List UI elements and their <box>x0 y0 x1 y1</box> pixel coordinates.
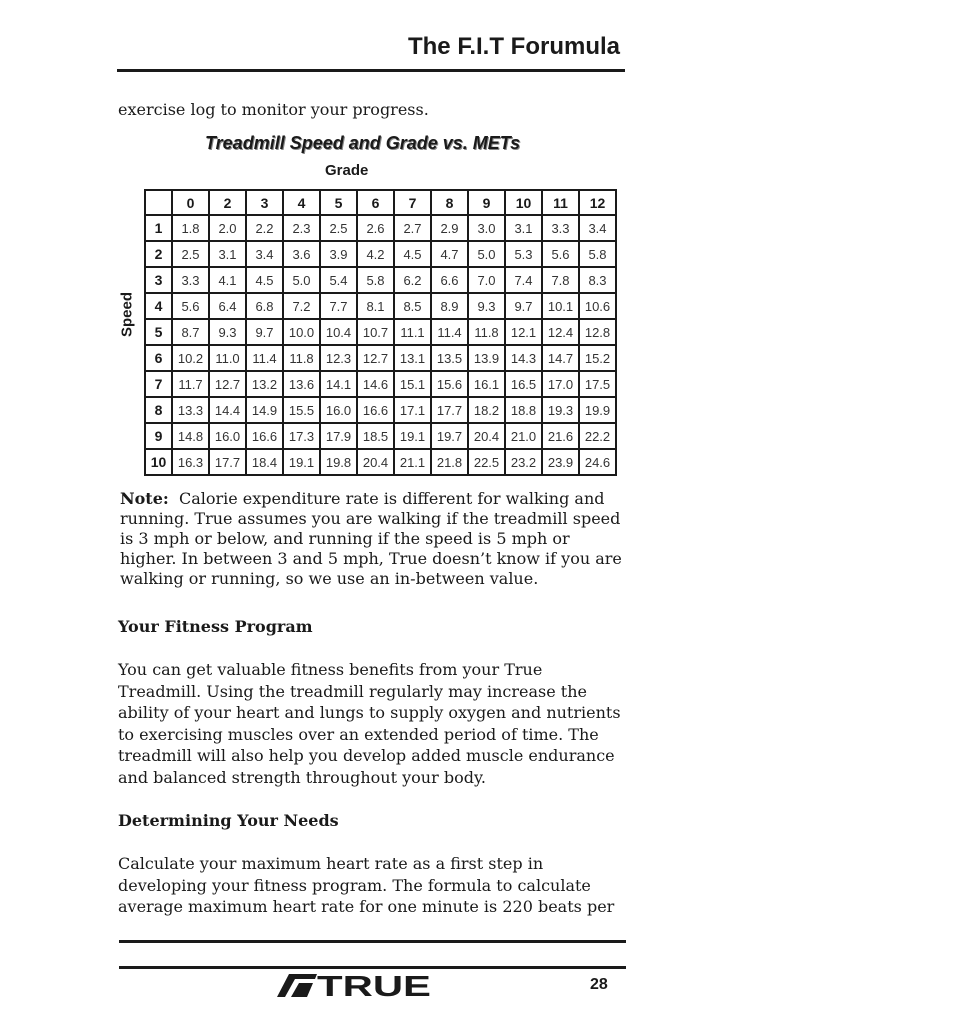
met-value-cell: 8.9 <box>431 293 468 319</box>
met-value-cell: 11.4 <box>431 319 468 345</box>
met-value-cell: 14.4 <box>209 397 246 423</box>
met-value-cell: 3.0 <box>468 215 505 241</box>
met-value-cell: 15.2 <box>579 345 616 371</box>
met-value-cell: 17.7 <box>431 397 468 423</box>
met-value-cell: 21.1 <box>394 449 431 475</box>
met-value-cell: 12.3 <box>320 345 357 371</box>
met-value-cell: 12.1 <box>505 319 542 345</box>
met-value-cell: 3.4 <box>579 215 616 241</box>
met-value-cell: 2.2 <box>246 215 283 241</box>
header-divider <box>117 69 625 72</box>
met-value-cell: 3.3 <box>172 267 209 293</box>
met-value-cell: 12.7 <box>357 345 394 371</box>
table-row <box>145 397 616 423</box>
grade-header-cell: 12 <box>579 190 616 215</box>
met-value-cell: 11.8 <box>468 319 505 345</box>
met-value-cell: 3.1 <box>209 241 246 267</box>
mets-table <box>144 189 617 476</box>
met-value-cell: 11.7 <box>172 371 209 397</box>
met-value-cell: 10.0 <box>283 319 320 345</box>
met-value-cell: 17.1 <box>394 397 431 423</box>
determining-needs-paragraph: Calculate your maximum heart rate as a first step in developing your fitness program. The formula to calculate average maximum heart rate for one minute is 220 beats per <box>118 854 615 916</box>
mets-table-body <box>145 215 616 475</box>
speed-header-cell: 3 <box>145 267 172 293</box>
speed-header-cell: 5 <box>145 319 172 345</box>
met-value-cell: 13.3 <box>172 397 209 423</box>
met-value-cell: 8.5 <box>394 293 431 319</box>
grade-header-cell: 0 <box>172 190 209 215</box>
true-logo <box>277 972 432 998</box>
grade-header-cell: 8 <box>431 190 468 215</box>
met-value-cell: 17.5 <box>579 371 616 397</box>
met-value-cell: 7.4 <box>505 267 542 293</box>
grade-header-cell: 11 <box>542 190 579 215</box>
grade-header-cell: 10 <box>505 190 542 215</box>
table-row <box>145 371 616 397</box>
met-value-cell: 2.3 <box>283 215 320 241</box>
met-value-cell: 16.6 <box>357 397 394 423</box>
met-value-cell: 4.5 <box>394 241 431 267</box>
met-value-cell: 13.1 <box>394 345 431 371</box>
table-row <box>145 267 616 293</box>
met-value-cell: 9.7 <box>246 319 283 345</box>
met-value-cell: 2.5 <box>320 215 357 241</box>
grade-header-cell: 5 <box>320 190 357 215</box>
logo-wordmark: TRUE <box>317 972 431 998</box>
met-value-cell: 6.4 <box>209 293 246 319</box>
met-value-cell: 5.0 <box>283 267 320 293</box>
met-value-cell: 14.3 <box>505 345 542 371</box>
met-value-cell: 17.7 <box>209 449 246 475</box>
met-value-cell: 17.0 <box>542 371 579 397</box>
met-value-cell: 4.7 <box>431 241 468 267</box>
met-value-cell: 14.1 <box>320 371 357 397</box>
grade-header-row <box>145 190 616 215</box>
footer-divider-top <box>119 940 626 943</box>
met-value-cell: 3.4 <box>246 241 283 267</box>
met-value-cell: 13.2 <box>246 371 283 397</box>
table-corner-cell <box>145 190 172 215</box>
table-row <box>145 345 616 371</box>
met-value-cell: 23.9 <box>542 449 579 475</box>
met-value-cell: 17.9 <box>320 423 357 449</box>
note-label: Note: <box>120 489 169 508</box>
met-value-cell: 11.8 <box>283 345 320 371</box>
met-value-cell: 5.8 <box>357 267 394 293</box>
table-row <box>145 241 616 267</box>
grade-header-cell: 6 <box>357 190 394 215</box>
met-value-cell: 14.9 <box>246 397 283 423</box>
met-value-cell: 18.4 <box>246 449 283 475</box>
met-value-cell: 8.3 <box>579 267 616 293</box>
met-value-cell: 10.6 <box>579 293 616 319</box>
table-title: Treadmill Speed and Grade vs. METs <box>205 133 521 153</box>
met-value-cell: 19.3 <box>542 397 579 423</box>
intro-text: exercise log to monitor your progress. <box>118 100 429 119</box>
met-value-cell: 7.8 <box>542 267 579 293</box>
met-value-cell: 18.2 <box>468 397 505 423</box>
met-value-cell: 10.2 <box>172 345 209 371</box>
met-value-cell: 12.7 <box>209 371 246 397</box>
met-value-cell: 7.2 <box>283 293 320 319</box>
met-value-cell: 13.9 <box>468 345 505 371</box>
met-value-cell: 7.7 <box>320 293 357 319</box>
met-value-cell: 24.6 <box>579 449 616 475</box>
table-row <box>145 215 616 241</box>
met-value-cell: 11.4 <box>246 345 283 371</box>
page-number: 28 <box>590 976 608 993</box>
met-value-cell: 2.7 <box>394 215 431 241</box>
met-value-cell: 13.6 <box>283 371 320 397</box>
met-value-cell: 4.2 <box>357 241 394 267</box>
met-value-cell: 20.4 <box>357 449 394 475</box>
met-value-cell: 5.8 <box>579 241 616 267</box>
met-value-cell: 16.6 <box>246 423 283 449</box>
fitness-program-paragraph: You can get valuable fitness benefits from your True Treadmill. Using the treadmill regularly may increase the ability of your heart and lungs to supply oxygen and nutrients to exercising muscles over an extended period of time. The treadmill will also help you develop added muscle endurance and balanced strength throughout your body. <box>118 660 621 787</box>
speed-header-cell: 10 <box>145 449 172 475</box>
speed-header-cell: 4 <box>145 293 172 319</box>
met-value-cell: 3.6 <box>283 241 320 267</box>
met-value-cell: 14.6 <box>357 371 394 397</box>
met-value-cell: 19.9 <box>579 397 616 423</box>
met-value-cell: 6.6 <box>431 267 468 293</box>
met-value-cell: 20.4 <box>468 423 505 449</box>
met-value-cell: 21.8 <box>431 449 468 475</box>
met-value-cell: 16.5 <box>505 371 542 397</box>
met-value-cell: 8.1 <box>357 293 394 319</box>
met-value-cell: 11.1 <box>394 319 431 345</box>
met-value-cell: 16.0 <box>209 423 246 449</box>
met-value-cell: 4.5 <box>246 267 283 293</box>
met-value-cell: 5.6 <box>172 293 209 319</box>
speed-axis-label: Speed <box>118 292 136 338</box>
met-value-cell: 15.1 <box>394 371 431 397</box>
met-value-cell: 5.3 <box>505 241 542 267</box>
met-value-cell: 21.6 <box>542 423 579 449</box>
met-value-cell: 14.8 <box>172 423 209 449</box>
note-paragraph <box>120 489 628 589</box>
met-value-cell: 2.9 <box>431 215 468 241</box>
met-value-cell: 16.0 <box>320 397 357 423</box>
met-value-cell: 18.8 <box>505 397 542 423</box>
page-header-title: The F.I.T Forumula <box>407 33 620 60</box>
speed-header-cell: 6 <box>145 345 172 371</box>
met-value-cell: 9.3 <box>209 319 246 345</box>
met-value-cell: 1.8 <box>172 215 209 241</box>
met-value-cell: 18.5 <box>357 423 394 449</box>
met-value-cell: 7.0 <box>468 267 505 293</box>
met-value-cell: 12.8 <box>579 319 616 345</box>
table-row <box>145 293 616 319</box>
met-value-cell: 5.6 <box>542 241 579 267</box>
speed-header-cell: 8 <box>145 397 172 423</box>
met-value-cell: 9.3 <box>468 293 505 319</box>
met-value-cell: 21.0 <box>505 423 542 449</box>
speed-header-cell: 1 <box>145 215 172 241</box>
met-value-cell: 17.3 <box>283 423 320 449</box>
met-value-cell: 3.3 <box>542 215 579 241</box>
met-value-cell: 10.7 <box>357 319 394 345</box>
grade-header-cell: 7 <box>394 190 431 215</box>
met-value-cell: 16.1 <box>468 371 505 397</box>
met-value-cell: 19.8 <box>320 449 357 475</box>
met-value-cell: 5.4 <box>320 267 357 293</box>
met-value-cell: 14.7 <box>542 345 579 371</box>
determining-needs-heading: Determining Your Needs <box>118 811 339 830</box>
met-value-cell: 2.0 <box>209 215 246 241</box>
footer-divider-bottom <box>119 966 626 969</box>
met-value-cell: 19.1 <box>394 423 431 449</box>
met-value-cell: 9.7 <box>505 293 542 319</box>
speed-header-cell: 2 <box>145 241 172 267</box>
grade-header-cell: 2 <box>209 190 246 215</box>
met-value-cell: 13.5 <box>431 345 468 371</box>
met-value-cell: 2.6 <box>357 215 394 241</box>
met-value-cell: 23.2 <box>505 449 542 475</box>
table-row <box>145 449 616 475</box>
met-value-cell: 5.0 <box>468 241 505 267</box>
grade-axis-label: Grade <box>325 162 369 179</box>
met-value-cell: 10.1 <box>542 293 579 319</box>
met-value-cell: 19.1 <box>283 449 320 475</box>
speed-header-cell: 9 <box>145 423 172 449</box>
speed-header-cell: 7 <box>145 371 172 397</box>
met-value-cell: 15.5 <box>283 397 320 423</box>
met-value-cell: 22.5 <box>468 449 505 475</box>
table-row <box>145 423 616 449</box>
grade-header-cell: 4 <box>283 190 320 215</box>
met-value-cell: 12.4 <box>542 319 579 345</box>
met-value-cell: 3.9 <box>320 241 357 267</box>
met-value-cell: 15.6 <box>431 371 468 397</box>
met-value-cell: 2.5 <box>172 241 209 267</box>
met-value-cell: 10.4 <box>320 319 357 345</box>
met-value-cell: 16.3 <box>172 449 209 475</box>
grade-header-cell: 3 <box>246 190 283 215</box>
fitness-program-heading: Your Fitness Program <box>118 617 313 636</box>
note-text: Calorie expenditure rate is different for walking and running. True assumes you are walking if the treadmill speed is 3 mph or below, and running if the speed is 5 mph or higher. In between 3 and 5 mph, True doesn’t know if you are walking or running, so we use an in-between value. <box>120 489 622 588</box>
met-value-cell: 6.8 <box>246 293 283 319</box>
met-value-cell: 4.1 <box>209 267 246 293</box>
grade-header-cell: 9 <box>468 190 505 215</box>
met-value-cell: 22.2 <box>579 423 616 449</box>
met-value-cell: 6.2 <box>394 267 431 293</box>
table-row <box>145 319 616 345</box>
met-value-cell: 11.0 <box>209 345 246 371</box>
met-value-cell: 8.7 <box>172 319 209 345</box>
met-value-cell: 19.7 <box>431 423 468 449</box>
met-value-cell: 3.1 <box>505 215 542 241</box>
